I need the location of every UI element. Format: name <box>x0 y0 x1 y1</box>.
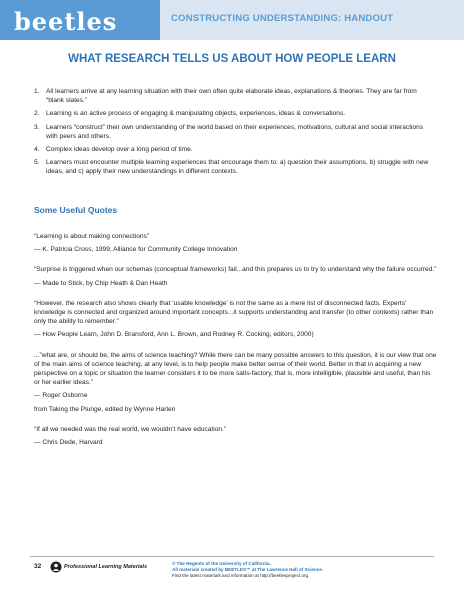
quote-text: “However, the research also shows clearly that ‘usable knowledge’ is not the same as a mere list of disconnected facts. Experts’ knowledge is connected and organized around important concepts...it supports understanding and transfer (to other contexts) rather than only the ability to remember.” <box>34 299 434 326</box>
page-number: 32 <box>34 563 42 570</box>
list-number: 5. <box>34 159 40 167</box>
list-text: Complex ideas develop over a long period of time. <box>46 146 193 154</box>
list-item <box>34 123 434 141</box>
quote-extra: from Taking the Plunge, edited by Wynne Harlen <box>34 405 176 413</box>
list-number: 3. <box>34 123 40 131</box>
quote-block <box>34 425 438 447</box>
list-item <box>34 87 434 105</box>
page-title: WHAT RESEARCH TELLS US ABOUT HOW PEOPLE LEARN <box>68 53 396 65</box>
copyright-link-line: Find the latest materials and information at http://beetlesproject.org. <box>172 573 310 579</box>
quote-source: — Made to Stick, by Chip Heath & Dan Heath <box>34 279 168 287</box>
copyright-line: All materials created by BEETLES™ at The Lawrence Hall of Science. <box>172 567 324 573</box>
list-item <box>34 158 434 176</box>
professional-learning-icon <box>50 561 62 573</box>
quote-text: “If all we needed was the real world, we wouldn’t have education.” <box>34 425 227 433</box>
quote-text: “Surprise is triggered when our schemas (conceptual frameworks) fail...and this prepares us to try to understand why the failure occurred.” <box>34 266 437 274</box>
list-text: Learners must encounter multiple learning experiences that encourage them to: a) question their assumptions, b) struggle with new ideas, and c) apply their new understandings in different contexts. <box>46 159 429 176</box>
list-item <box>34 145 434 154</box>
beetles-logo: beetles <box>14 7 118 36</box>
quotes-section <box>34 232 438 458</box>
quote-source: — Roger Osborne <box>34 392 88 400</box>
quote-block <box>34 351 438 414</box>
list-text: Learning is an active process of engaging & manipulating objects, experiences, ideas & conversations. <box>46 110 346 118</box>
handout-label: CONSTRUCTING UNDERSTANDING: HANDOUT <box>171 13 394 24</box>
list-number: 4. <box>34 146 40 154</box>
quote-source: — How People Learn, John D. Bransford, Ann L. Brown, and Rodney R. Cocking, editors, 2000) <box>34 331 314 339</box>
list-text: All learners arrive at any learning situation with their own often quite elaborate ideas, explanations & theories. They are far from “blank slates.” <box>46 88 417 105</box>
list-text: Learners “construct” their own understanding of the world based on their experiences, motivations, cultural and social interactions with peers and others. <box>46 123 424 140</box>
copyright-line: © The Regents of the University of California. <box>172 561 271 566</box>
list-number: 1. <box>34 88 40 95</box>
quote-text: ...”what are, or should be, the aims of science teaching? While there can be many possible answers to this question, it is our view that one of the main aims of science teaching, at any level, is to help people make better sense of their world. Better in that in acquiring a new perspective on a topic or situation the learner considers it to be more satis-factory, that is, more intelligible, plausible and useful, than his or her earlier ideas.” <box>34 351 437 387</box>
section-heading: Some Useful Quotes <box>34 205 118 215</box>
list-number: 2. <box>34 110 40 118</box>
logo-box <box>0 0 160 40</box>
quote-source: — K. Patricia Cross, 1999, Alliance for Community College Innovation <box>34 246 238 254</box>
quote-block <box>34 265 438 287</box>
quote-text: “Learning is about making connections” <box>34 233 150 240</box>
quote-block <box>34 299 438 340</box>
list-item <box>34 109 434 118</box>
findings-list <box>34 87 434 181</box>
quote-block <box>34 232 438 254</box>
footer-copyright <box>172 561 323 580</box>
footer-divider <box>30 556 434 557</box>
quote-source: — Chris Dede, Harvard <box>34 439 103 447</box>
professional-learning-label: Professional Learning Materials <box>64 564 148 570</box>
